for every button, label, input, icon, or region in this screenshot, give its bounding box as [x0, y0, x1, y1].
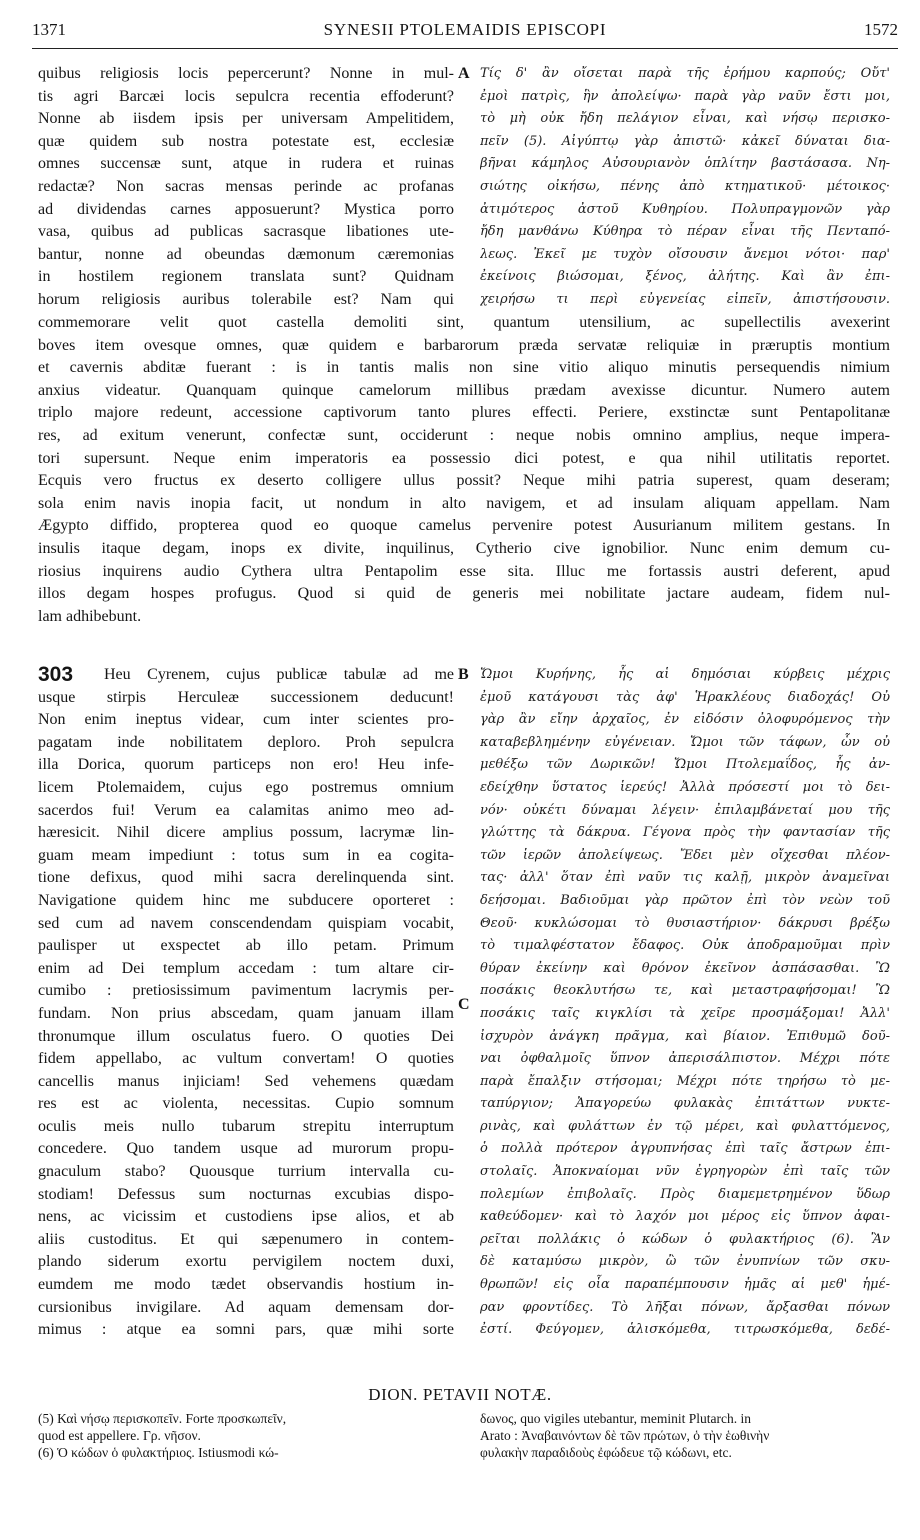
latin-column-top [38, 63, 454, 312]
text-line: fidem appellabo, ac vultum convertam! O quoties [38, 1050, 454, 1068]
text-line: σιώτης οἰκήσω, πένης ἀπὸ κτηματικοῦ· μέτοικος· [480, 178, 890, 194]
text-line: cumibo : pretiosissimum pavimentum lacrymis per- [38, 982, 454, 1000]
text-line: guam meam impediunt : totus sum in ea cogita- [38, 846, 454, 864]
text-line: νόν· οὐκέτι δύναμαι λέγειν· ἐπιλαμβάνεταί μου τῆς [480, 802, 890, 818]
greek-column-lower [480, 664, 890, 1342]
text-line: sed cum ad navem conscendendam quispiam vocabit, [38, 914, 454, 932]
text-line: concedere. Quo tandem usque ad murorum propu- [38, 1140, 454, 1158]
text-line: γλώττης τὰ δάκρυα. Γέγονα πρὸς τὴν φαντασίαν τῆς [480, 825, 890, 841]
text-line: ραν φροντίδες. Τὸ λῆξαι πόνων, ἄρξασθαι πόνων [480, 1299, 890, 1315]
text-line: stodiam! Defessus sum nocturnas excubias dispo- [38, 1185, 454, 1203]
text-line: δὲ καταμύσω μικρὸν, ὢ τῶν ἐνυπνίων τῶν σκυ- [480, 1254, 890, 1270]
text-line: ἐστί. Φεύγομεν, ἁλισκόμεθα, τιτρωσκόμεθα, δεδέ- [480, 1322, 890, 1338]
text-line: ποσάκις θεοκλυτήσω τε, καὶ μεταστραφήσομαι! Ὢ [480, 983, 890, 999]
text-line: quæ quidem sub nostra potestate est, ecclesiæ [38, 132, 454, 150]
text-line: usque stirpis Herculeæ successionem deducunt! [38, 688, 454, 706]
text-line: ταπύργιον; Ἀπαγορεύω φυλακὰς ἐπιτάττων νυκτε- [480, 1096, 890, 1112]
text-line: Non enim ineptus videar, cum inter scientes pro- [38, 711, 454, 729]
text-line: hæresicit. Nihil dicere amplius possum, lacrymæ lin- [38, 824, 454, 842]
text-line: in hostilem regionem translata sunt? Quidnam [38, 268, 454, 286]
text-line: quod est appellere. Γρ. νῆσον. [38, 1428, 201, 1443]
text-line: paulisper ut exspectet ab illo petam. Primum [38, 937, 454, 955]
text-line: fundam. Non prius abscedam, quam januam illam [38, 1004, 454, 1022]
text-line: illos degam hospes profugus. Quod si quid de generis mei nobilitate jactare audeam, fidem nul- [38, 585, 890, 603]
text-line: δεήσομαι. Βαδιοῦμαι γὰρ πρῶτον ἐπὶ τὸν νεὼν τοῦ [480, 892, 890, 908]
text-line: ἤδη μανθάνω Κύθηρα τὸ πέραν εἶναι τῆς Πενταπό- [480, 224, 890, 240]
text-line: εδείχθην ὕστατος ἱερεύς! Ἀλλὰ πρόσεστί μοι τὸ δει- [480, 779, 890, 795]
text-line: quibus religiosis locis pepercerunt? Nonne in mul- [38, 65, 454, 82]
text-line: Ecquis vero fructus ex deserto colligere ullus possit? Neque mihi patria superest, quam deseram; [38, 472, 890, 490]
margin-marker-a: A [458, 65, 470, 82]
text-line: καταβεβλημένην εὐγένειαν. Ὤμοι τῶν τάφων, ὧν οὐ [480, 734, 890, 750]
text-line: Ὤμοι Κυρήνης, ἧς αἱ δημόσιαι κύρβεις μέχρις [480, 667, 890, 682]
text-line: καθεύδομεν· καὶ τὸ λαχόν μοι μέρος εἰς ὕπνον ἀφαι- [480, 1209, 890, 1225]
text-line: gnaculum stabo? Quousque turrium intervalla cu- [38, 1163, 454, 1181]
running-title: SYNESII PTOLEMAIDIS EPISCOPI [323, 20, 607, 39]
text-line: tori supersunt. Neque enim imperatoris ea possessio dici potest, e qua nihil utilitatis reportet. [38, 449, 890, 467]
text-line: γὰρ ἂν εἴην ἀρχαῖος, ἐν εἰδόσιν ὀλοφυρόμενος τὴν [480, 712, 890, 728]
text-line: Navigatione quidem hinc me subducere oporteret : [38, 891, 454, 909]
text-line: boves item ovesque omnes, quæ quidem e barbarorum præda servatæ reliquiæ in præruptis montium [38, 336, 890, 354]
text-line: enim ad Dei templum accedam : tum altare cir- [38, 959, 454, 977]
text-line: tis agri Barcæi locis sepulcra recentia effoderunt? [38, 87, 454, 105]
notes-title: DION. PETAVII NOTÆ. [368, 1385, 552, 1404]
text-line: βῆναι κάμηλος Αὐσουριανὸν ὁπλίτην βαστάσασα. Νη- [480, 156, 890, 172]
text-line: ἀτιμότερος ἀστοῦ Κυθηρίου. Πολυπραγμονῶν γὰρ [480, 201, 890, 217]
text-line: ἐμοῦ κατάγουσι τὰς ἀφ' Ἡρακλέους διαδοχάς! Οὐ [480, 689, 890, 705]
text-line: et cavernis abditæ fuerant : is in tantis malis non sine vitio aliquo minutis persequendis nimium [38, 359, 890, 377]
greek-column-top [480, 63, 890, 312]
text-line: Ægypto diffido, propterea quod eo quoque camelus pervenire potest Ausurianum militem gestans. In [38, 517, 890, 535]
text-line: oculis meis nullo tubarum strepitu interruptum [38, 1117, 454, 1135]
margin-marker-c: C [458, 996, 470, 1013]
text-line: ἐμοὶ πατρὶς, ἣν ἀπολείψω· παρὰ γὰρ ναῦν ἔστι μοι, [480, 88, 890, 104]
margin-marker-b: B [458, 666, 469, 683]
text-line: παρὰ ἔπαλξιν στήσομαι; Μέχρι πότε τηρήσω τὸ με- [480, 1073, 890, 1089]
text-line: ὁ πολλὰ πρότερον ἀγρυπνήσας ἐπὶ ταῖς ἄστρων ἐπι- [480, 1141, 890, 1157]
text-line: cancellis manus injiciam! Sed vehemens quædam [38, 1072, 454, 1090]
text-line: triplo majore redeunt, accessione captivorum tanto plures effecti. Periere, exstinctæ sunt Pentapolitanæ [38, 404, 890, 422]
text-line: φυλακὴν παραδιδοὺς ἐφώδευε τῷ κώδωνι, etc. [480, 1445, 732, 1460]
text-line: sacerdos fui! Verum ea calamitas animo meo ad- [38, 801, 454, 819]
text-line: tione defixus, quod mihi sacra derelinquenda sint. [38, 869, 454, 887]
text-line: ναι ὀφθαλμοῖς ὕπνον ἀπερισάλπιστον. Μέχρι πότε [480, 1051, 890, 1067]
text-line: sola enim navis inopia facit, ut nondum in alto navigem, et ad insulam aliquam appellam. Nam [38, 494, 890, 512]
text-line: στολαῖς. Ἀποκναίομαι νῦν ἐγρηγορὼν ἐπὶ ταῖς τῶν [480, 1164, 890, 1180]
text-line: bantur, nonne ad obeundas dæmonum cæremonias [38, 245, 454, 263]
running-header [32, 8, 898, 49]
text-line: res, ad exitum venerunt, confectæ sunt, occiderunt : neque nobis omnino amplius, neque impera- [38, 426, 890, 444]
text-line: commemorare velit quot castella demoliti sint, quantum utensilium, ac supellectilis avexerint [38, 314, 890, 331]
text-line: τας· ἀλλ' ὅταν ἐπὶ ναῦν τις καλῇ, μικρὸν ἀναμεῖναι [480, 870, 890, 886]
text-line: ἰσχυρὸν ἀνάγκη πρᾶγμα, καὶ βίαιον. Ἐπιθυμῶ δοῦ- [480, 1028, 890, 1044]
text-line: cursionibus invigilare. Ad aquam demensam dor- [38, 1298, 454, 1316]
text-line: θύραν ἐκείνην καὶ θρόνον ἐκεῖνον ἀσπάσασθαι. Ὢ [480, 960, 890, 976]
text-line: ρινὰς, καὶ φυλάττων ἐν τῷ μέρει, καὶ φυλαττόμενος, [480, 1118, 890, 1134]
text-line: μεθέξω τῶν Δωρικῶν! Ὤμοι Πτολεμαΐδος, ἧς ἀν- [480, 757, 890, 773]
page-number-right: 1572 [864, 20, 898, 39]
text-line: horum religiosis auribus tolerabile est? Nam qui [38, 290, 454, 308]
text-line: omnes succensæ sunt, atque in rudera et ruinas [38, 155, 454, 173]
text-line: res est ac violenta, necessitas. Cupio somnum [38, 1095, 454, 1113]
text-line: riosius inquirens audio Cythera ultra Pentapolim esse sita. Illuc me fortassis austri deferent, apud [38, 562, 890, 580]
text-line: Θεοῦ· κυκλώσομαι τὸ θυσιαστήριον· δάκρυσι βρέξω [480, 915, 890, 931]
page-number-left: 1371 [32, 20, 66, 39]
text-line: λεως. Ἐκεῖ με τυχὸν οἴσουσιν ἄνεμοι νότοι· παρ' [480, 246, 890, 262]
text-line: τὸ τιμαλφέστατον ἔδαφος. Οὐκ ἀποδραμοῦμαι πρὶν [480, 938, 890, 954]
text-line: thronumque illum osculatus fuero. O quoties Dei [38, 1027, 454, 1045]
text-line: χειρήσω τι περὶ εὐγενείας εἰπεῖν, ἀπιστήσουσιν. [480, 291, 890, 307]
text-line: πολεμίων ἐπιβολαῖς. Πρὸς διαμεμετρημένον ὕδωρ [480, 1186, 890, 1202]
text-line: vasa, quibus ad publicas sacrasque libationes ute- [38, 223, 454, 241]
text-line: plando siderum exortu pervigilem noctem duxi, [38, 1253, 454, 1271]
text-line: nens, ac vicissim et custodiens ipse alios, et ab [38, 1208, 454, 1226]
text-line: ποσάκις ταῖς κιγκλίσι τὰ χεῖρε προσμάξομαι! Ἀλλ' [480, 1005, 890, 1021]
text-line: ρεῖται πολλάκις ὁ κώδων ὁ φυλακτήριος (6). Ἂν [480, 1231, 890, 1247]
text-line: θρωπῶν! εἰς οἷα παραπέμπουσιν ἡμᾶς αἱ μεθ' ἡμέ- [480, 1277, 890, 1293]
notes-right-column [480, 1410, 890, 1461]
text-line: pagatam inde nobilitatem deploro. Proh sepulcra [38, 733, 454, 751]
text-line: mimus : atque ea somni pars, quæ mihi sorte [38, 1321, 454, 1339]
text-line: (5) Καὶ νήσῳ περισκοπεῖν. Forte προσκωπεῖν, [38, 1411, 287, 1426]
text-line: δωνος, quo vigiles utebantur, meminit Plutarch. in [480, 1411, 751, 1426]
text-line: Nonne ab iisdem ipsis per universam Ampelitidem, [38, 110, 454, 128]
text-line: Arato : Ἀναβαινόντων δὲ τῶν πρώτων, ὁ τὴν ἑωθινὴν [480, 1428, 770, 1443]
latin-column-lower [38, 664, 454, 1342]
text-line: ἐκείνοις βιώσομαι, ξένος, ἀλήτης. Καὶ ἂν ἐπι- [480, 269, 890, 285]
text-line: redactæ? Non sacras mensas perinde ac profanas [38, 177, 454, 195]
text-line: illa Dorica, quorum particeps non ero! Heu infe- [38, 756, 454, 774]
text-line: anxius videatur. Quanquam quinque camelorum millibus prædam avexisse dicuntur. Numero autem [38, 381, 890, 399]
text-line: Heu Cyrenem, cujus publicæ tabulæ ad me [104, 666, 454, 683]
text-line: (6) Ὁ κώδων ὁ φυλακτήριος. Istiusmodi κώ- [38, 1445, 279, 1460]
text-line: ad dividendas carnes apposuerunt? Mystica porro [38, 200, 454, 218]
text-line: licem Ptolemaidem, cujus ego postremus omnium [38, 778, 454, 796]
text-line: lam adhibebunt. [38, 607, 142, 625]
text-line: aliis custoditus. Et qui sæpenumero in contem- [38, 1230, 454, 1248]
text-line: πεῖν (5). Αἰγύπτῳ γὰρ ἀπιστῶ· κἀκεῖ δύναται δια- [480, 133, 890, 149]
text-line: Τίς δ' ἂν οἴσεται παρὰ τῆς ἐρήμου καρπούς; Οὔτ' [480, 66, 890, 81]
text-line: insulis itaque degam, inops ex divite, inquilinus, Cytherio cive ignobilior. Nunc enim demum cu- [38, 539, 890, 557]
text-line: eumdem me modo tædet observandis hostium in- [38, 1276, 454, 1294]
section-number: 303 [38, 663, 74, 686]
latin-full-width-text [38, 312, 890, 628]
notes-left-column [38, 1410, 448, 1461]
text-line: τῶν ἱερῶν ἀπολείψεως. Ἔδει μὲν οἴχεσθαι πλέον- [480, 847, 890, 863]
text-line: τὸ μὴ οὐκ ἤδη πελάγιον εἶναι, καὶ νήσῳ περισκο- [480, 111, 890, 127]
